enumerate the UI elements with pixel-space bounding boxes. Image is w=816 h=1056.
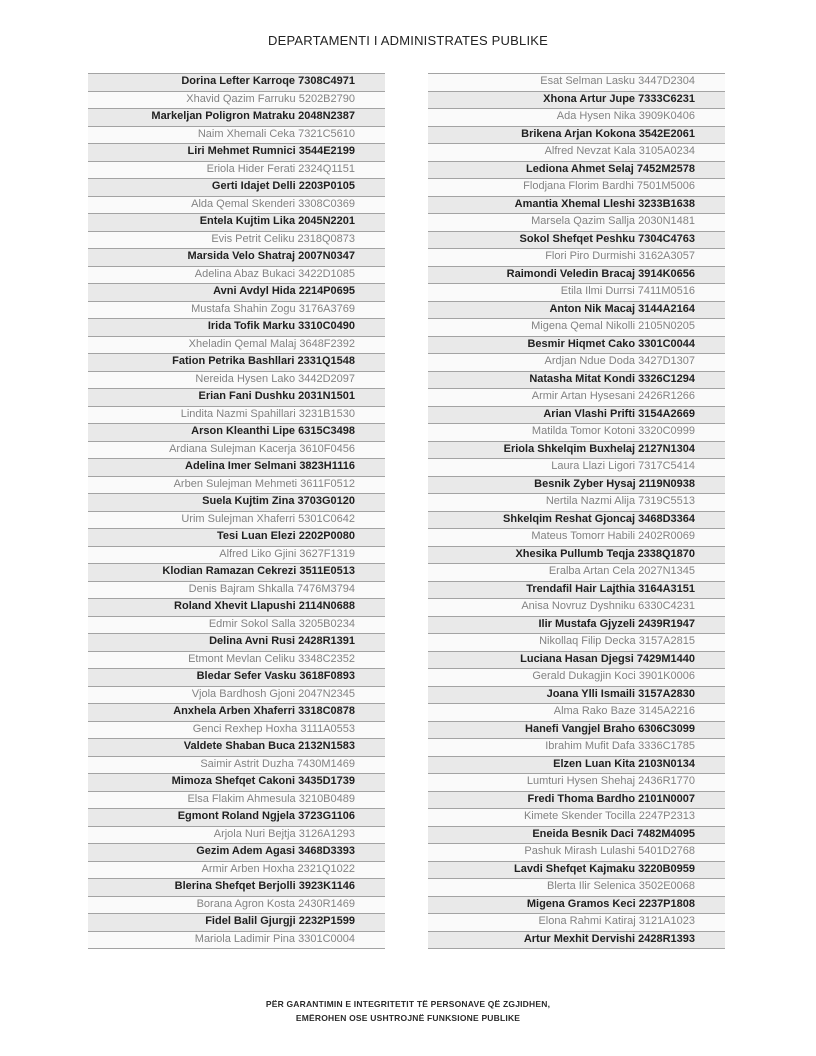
list-item: Eriola Shkelqim Buxhelaj 2127N1304	[428, 442, 725, 460]
list-item: Mustafa Shahin Zogu 3176A3769	[88, 302, 385, 320]
list-item: Evis Petrit Celiku 2318Q0873	[88, 232, 385, 250]
list-item: Ardiana Sulejman Kacerja 3610F0456	[88, 442, 385, 460]
list-item: Mariola Ladimir Pina 3301C0004	[88, 932, 385, 950]
list-item: Alma Rako Baze 3145A2216	[428, 704, 725, 722]
list-item: Elona Rahmi Katiraj 3121A1023	[428, 914, 725, 932]
list-item: Natasha Mitat Kondi 3326C1294	[428, 372, 725, 390]
list-item: Lavdi Shefqet Kajmaku 3220B0959	[428, 862, 725, 880]
list-item: Arben Sulejman Mehmeti 3611F0512	[88, 477, 385, 495]
list-item: Genci Rexhep Hoxha 3111A0553	[88, 722, 385, 740]
list-item: Markeljan Poligron Matraku 2048N2387	[88, 109, 385, 127]
list-item: Artur Mexhit Dervishi 2428R1393	[428, 932, 725, 950]
list-item: Xhavid Qazim Farruku 5202B2790	[88, 92, 385, 110]
list-item: Adelina Imer Selmani 3823H1116	[88, 459, 385, 477]
list-item: Ardjan Ndue Doda 3427D1307	[428, 354, 725, 372]
list-item: Saimir Astrit Duzha 7430M1469	[88, 757, 385, 775]
list-item: Denis Bajram Shkalla 7476M3794	[88, 582, 385, 600]
list-item: Roland Xhevit Llapushi 2114N0688	[88, 599, 385, 617]
list-item: Etila Ilmi Durrsi 7411M0516	[428, 284, 725, 302]
list-item: Arian Vlashi Prifti 3154A2669	[428, 407, 725, 425]
list-item: Pashuk Mirash Lulashi 5401D2768	[428, 844, 725, 862]
list-item: Mateus Tomorr Habili 2402R0069	[428, 529, 725, 547]
list-item: Lumturi Hysen Shehaj 2436R1770	[428, 774, 725, 792]
list-item: Mimoza Shefqet Cakoni 3435D1739	[88, 774, 385, 792]
list-item: Etmont Mevlan Celiku 3348C2352	[88, 652, 385, 670]
list-item: Gerald Dukagjin Koci 3901K0006	[428, 669, 725, 687]
name-list	[88, 73, 725, 949]
list-item: Delina Avni Rusi 2428R1391	[88, 634, 385, 652]
list-item: Ilir Mustafa Gjyzeli 2439R1947	[428, 617, 725, 635]
name-list-column-right	[428, 73, 725, 949]
list-item: Flori Piro Durmishi 3162A3057	[428, 249, 725, 267]
list-item: Anxhela Arben Xhaferri 3318C0878	[88, 704, 385, 722]
list-item: Fation Petrika Bashllari 2331Q1548	[88, 354, 385, 372]
list-item: Liri Mehmet Rumnici 3544E2199	[88, 144, 385, 162]
list-item: Alfred Nevzat Kala 3105A0234	[428, 144, 725, 162]
list-item: Marsida Velo Shatraj 2007N0347	[88, 249, 385, 267]
list-item: Armir Arben Hoxha 2321Q1022	[88, 862, 385, 880]
list-item: Marsela Qazim Sallja 2030N1481	[428, 214, 725, 232]
list-item: Entela Kujtim Lika 2045N2201	[88, 214, 385, 232]
list-item: Eneida Besnik Daci 7482M4095	[428, 827, 725, 845]
list-item: Xhesika Pullumb Teqja 2338Q1870	[428, 547, 725, 565]
list-item: Edmir Sokol Salla 3205B0234	[88, 617, 385, 635]
list-item: Shkelqim Reshat Gjoncaj 3468D3364	[428, 512, 725, 530]
list-item: Urim Sulejman Xhaferri 5301C0642	[88, 512, 385, 530]
list-item: Blerta Ilir Selenica 3502E0068	[428, 879, 725, 897]
list-item: Vjola Bardhosh Gjoni 2047N2345	[88, 687, 385, 705]
list-item: Bledar Sefer Vasku 3618F0893	[88, 669, 385, 687]
name-list-column-left	[88, 73, 385, 949]
list-item: Ada Hysen Nika 3909K0406	[428, 109, 725, 127]
page-title: DEPARTAMENTI I ADMINISTRATES PUBLIKE	[267, 33, 548, 48]
list-item: Hanefi Vangjel Braho 6306C3099	[428, 722, 725, 740]
list-item: Anisa Novruz Dyshniku 6330C4231	[428, 599, 725, 617]
list-item: Raimondi Veledin Bracaj 3914K0656	[428, 267, 725, 285]
list-item: Ibrahim Mufit Dafa 3336C1785	[428, 739, 725, 757]
list-item: Fidel Balil Gjurgji 2232P1599	[88, 914, 385, 932]
list-item: Erian Fani Dushku 2031N1501	[88, 389, 385, 407]
list-item: Irida Tofik Marku 3310C0490	[88, 319, 385, 337]
list-item: Armir Artan Hysesani 2426R1266	[428, 389, 725, 407]
list-item: Alda Qemal Skenderi 3308C0369	[88, 197, 385, 215]
list-item: Matilda Tomor Kotoni 3320C0999	[428, 424, 725, 442]
list-item: Blerina Shefqet Berjolli 3923K1146	[88, 879, 385, 897]
list-item: Suela Kujtim Zina 3703G0120	[88, 494, 385, 512]
footer-line-1: PËR GARANTIMIN E INTEGRITETIT TË PERSONAVE QË ZGJIDHEN,	[265, 999, 551, 1009]
list-item: Xhona Artur Jupe 7333C6231	[428, 92, 725, 110]
list-item: Gerti Idajet Delli 2203P0105	[88, 179, 385, 197]
list-item: Lindita Nazmi Spahillari 3231B1530	[88, 407, 385, 425]
list-item: Kimete Skender Tocilla 2247P2313	[428, 809, 725, 827]
list-item: Flodjana Florim Bardhi 7501M5006	[428, 179, 725, 197]
list-item: Eriola Hider Ferati 2324Q1151	[88, 162, 385, 180]
list-item: Brikena Arjan Kokona 3542E2061	[428, 127, 725, 145]
list-item: Migena Qemal Nikolli 2105N0205	[428, 319, 725, 337]
list-item: Laura Llazi Ligori 7317C5414	[428, 459, 725, 477]
list-item: Naim Xhemali Ceka 7321C5610	[88, 127, 385, 145]
list-item: Gezim Adem Agasi 3468D3393	[88, 844, 385, 862]
list-item: Joana Ylli Ismaili 3157A2830	[428, 687, 725, 705]
list-item: Borana Agron Kosta 2430R1469	[88, 897, 385, 915]
footer-line-2: EMËROHEN OSE USHTROJNË FUNKSIONE PUBLIKE	[295, 1013, 521, 1023]
list-item: Arjola Nuri Bejtja 3126A1293	[88, 827, 385, 845]
list-item: Trendafil Hair Lajthia 3164A3151	[428, 582, 725, 600]
list-item: Sokol Shefqet Peshku 7304C4763	[428, 232, 725, 250]
page-footer	[0, 997, 816, 1025]
list-item: Arson Kleanthi Lipe 6315C3498	[88, 424, 385, 442]
list-item: Egmont Roland Ngjela 3723G1106	[88, 809, 385, 827]
list-item: Eralba Artan Cela 2027N1345	[428, 564, 725, 582]
list-item: Fredi Thoma Bardho 2101N0007	[428, 792, 725, 810]
list-item: Nikollaq Filip Decka 3157A2815	[428, 634, 725, 652]
list-item: Elsa Flakim Ahmesula 3210B0489	[88, 792, 385, 810]
list-item: Dorina Lefter Karroqe 7308C4971	[88, 74, 385, 92]
list-item: Xheladin Qemal Malaj 3648F2392	[88, 337, 385, 355]
list-item: Tesi Luan Elezi 2202P0080	[88, 529, 385, 547]
list-item: Alfred Liko Gjini 3627F1319	[88, 547, 385, 565]
list-item: Luciana Hasan Djegsi 7429M1440	[428, 652, 725, 670]
list-item: Valdete Shaban Buca 2132N1583	[88, 739, 385, 757]
list-item: Migena Gramos Keci 2237P1808	[428, 897, 725, 915]
list-item: Nereida Hysen Lako 3442D2097	[88, 372, 385, 390]
list-item: Nertila Nazmi Alija 7319C5513	[428, 494, 725, 512]
list-item: Esat Selman Lasku 3447D2304	[428, 74, 725, 92]
list-item: Avni Avdyl Hida 2214P0695	[88, 284, 385, 302]
list-item: Anton Nik Macaj 3144A2164	[428, 302, 725, 320]
list-item: Lediona Ahmet Selaj 7452M2578	[428, 162, 725, 180]
list-item: Besnik Zyber Hysaj 2119N0938	[428, 477, 725, 495]
list-item: Amantia Xhemal Lleshi 3233B1638	[428, 197, 725, 215]
list-item: Elzen Luan Kita 2103N0134	[428, 757, 725, 775]
list-item: Besmir Hiqmet Cako 3301C0044	[428, 337, 725, 355]
list-item: Adelina Abaz Bukaci 3422D1085	[88, 267, 385, 285]
list-item: Klodian Ramazan Cekrezi 3511E0513	[88, 564, 385, 582]
